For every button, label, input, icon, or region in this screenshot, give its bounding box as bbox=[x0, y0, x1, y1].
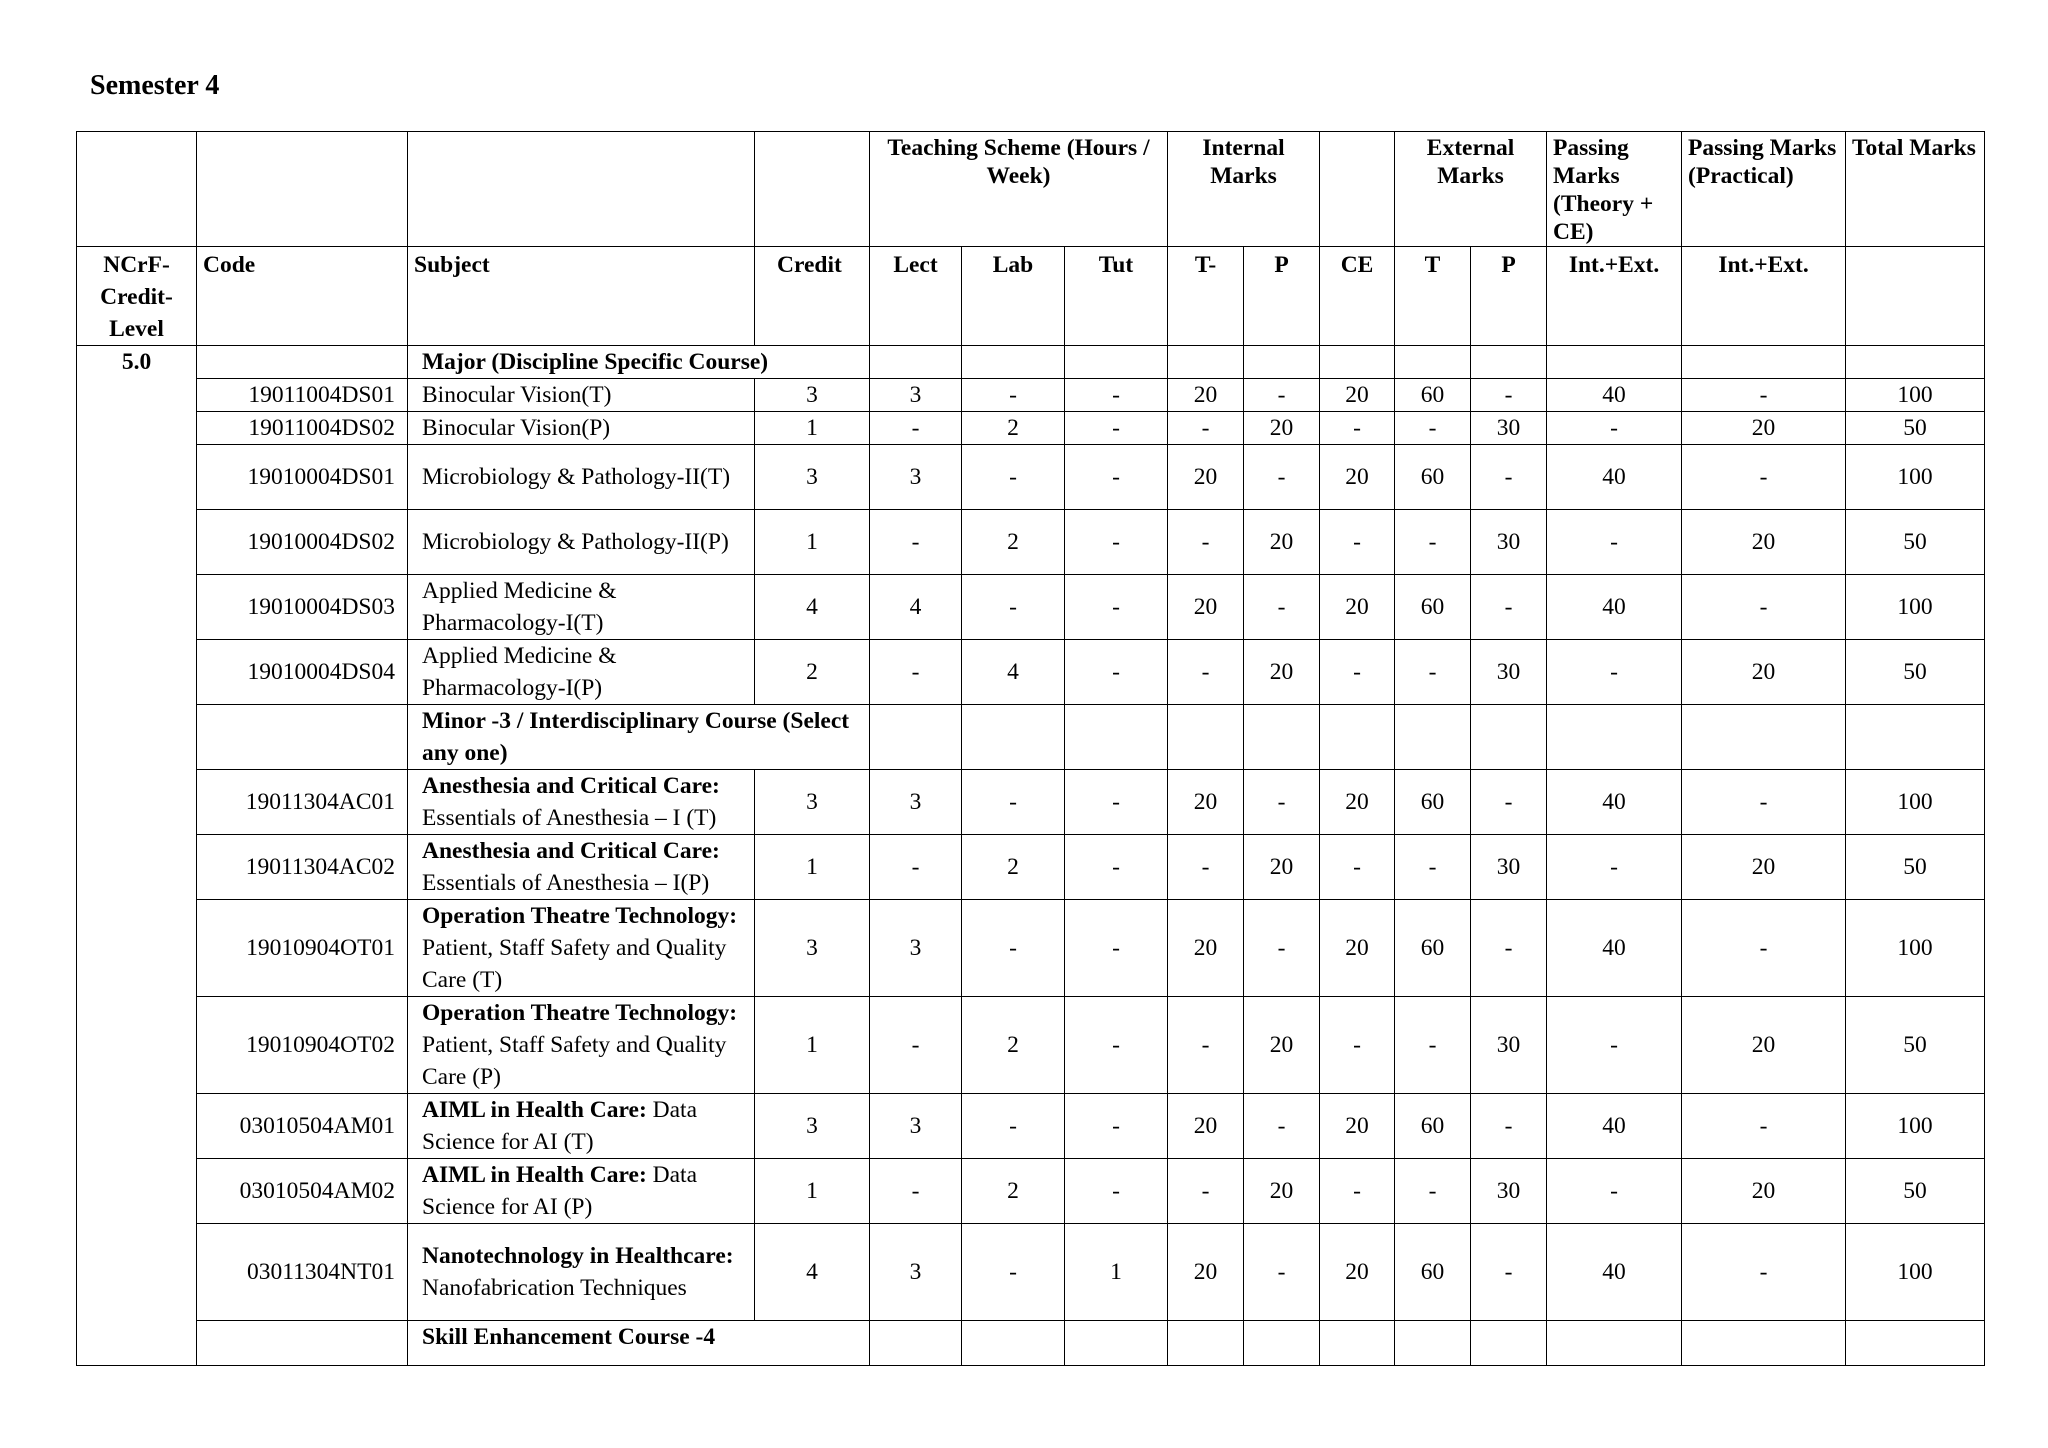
cell-credit: 3 bbox=[755, 1094, 870, 1159]
cell-int-p: - bbox=[1244, 575, 1320, 640]
header-passing-theory: Passing Marks (Theory + CE) bbox=[1547, 132, 1682, 247]
cell-lab: - bbox=[962, 575, 1065, 640]
cell-total: 50 bbox=[1846, 640, 1985, 705]
table-row bbox=[77, 510, 1985, 575]
table-row bbox=[77, 379, 1985, 412]
cell-credit: 1 bbox=[755, 835, 870, 900]
header-tut: Tut bbox=[1065, 247, 1168, 346]
cell-ext-p: 30 bbox=[1471, 640, 1547, 705]
cell-credit: 4 bbox=[755, 1224, 870, 1321]
table-row bbox=[77, 835, 1985, 900]
cell-int-t: - bbox=[1168, 510, 1244, 575]
table-row bbox=[77, 900, 1985, 997]
cell-pass-t: - bbox=[1547, 510, 1682, 575]
cell-lab: - bbox=[962, 770, 1065, 835]
cell-ext-t: 60 bbox=[1395, 1224, 1471, 1321]
cell-tut: - bbox=[1065, 640, 1168, 705]
section-skill: Skill Enhancement Course -4 bbox=[408, 1321, 870, 1366]
table-row bbox=[77, 997, 1985, 1094]
cell-credit: 3 bbox=[755, 900, 870, 997]
cell-int-p: - bbox=[1244, 1094, 1320, 1159]
cell-lect: - bbox=[870, 510, 962, 575]
course-subject bbox=[408, 575, 755, 640]
cell-credit: 1 bbox=[755, 997, 870, 1094]
cell-lect: - bbox=[870, 1159, 962, 1224]
course-subject-text: Applied Medicine & Pharmacology-I(P) bbox=[422, 643, 617, 701]
cell-lab: 2 bbox=[962, 510, 1065, 575]
course-code: 03011304NT01 bbox=[197, 1224, 408, 1321]
course-subject-heading: Operation Theatre Technology: bbox=[422, 903, 738, 929]
cell-int-t: 20 bbox=[1168, 1224, 1244, 1321]
cell-lect: 3 bbox=[870, 1094, 962, 1159]
cell-ext-t: - bbox=[1395, 835, 1471, 900]
course-subject-text: Nanofabrication Techniques bbox=[422, 1275, 687, 1301]
cell-ce: - bbox=[1320, 835, 1395, 900]
header-subject: Subject bbox=[408, 247, 755, 346]
cell-tut: - bbox=[1065, 835, 1168, 900]
header-passing-practical: Passing Marks (Practical) bbox=[1682, 132, 1846, 247]
header-teaching-scheme: Teaching Scheme (Hours / Week) bbox=[870, 132, 1168, 247]
course-subject-text: Microbiology & Pathology-II(P) bbox=[422, 529, 729, 555]
cell-total: 100 bbox=[1846, 1224, 1985, 1321]
cell-credit: 3 bbox=[755, 770, 870, 835]
cell-tut: - bbox=[1065, 900, 1168, 997]
cell-int-t: - bbox=[1168, 835, 1244, 900]
cell-ext-p: 30 bbox=[1471, 997, 1547, 1094]
section-major: Major (Discipline Specific Course) bbox=[408, 346, 870, 379]
cell-ext-t: - bbox=[1395, 997, 1471, 1094]
cell-tut: - bbox=[1065, 510, 1168, 575]
cell-tut: - bbox=[1065, 997, 1168, 1094]
cell-ext-p: - bbox=[1471, 1094, 1547, 1159]
cell-ce: - bbox=[1320, 412, 1395, 445]
cell-pass-p: - bbox=[1682, 445, 1846, 510]
cell-ce: - bbox=[1320, 640, 1395, 705]
cell-ext-t: 60 bbox=[1395, 900, 1471, 997]
cell-lect: 3 bbox=[870, 379, 962, 412]
header-ext-t: T bbox=[1395, 247, 1471, 346]
cell-credit: 2 bbox=[755, 640, 870, 705]
course-subject-text: Patient, Staff Safety and Quality Care (P) bbox=[422, 1032, 727, 1090]
course-subject-heading: Operation Theatre Technology: bbox=[422, 1000, 738, 1026]
cell-pass-p: - bbox=[1682, 900, 1846, 997]
cell-ext-t: - bbox=[1395, 1159, 1471, 1224]
cell-tut: - bbox=[1065, 412, 1168, 445]
cell-pass-p: - bbox=[1682, 379, 1846, 412]
course-subject-text: Binocular Vision(T) bbox=[422, 382, 612, 408]
course-code: 19011304AC02 bbox=[197, 835, 408, 900]
cell-credit: 3 bbox=[755, 379, 870, 412]
header-ext-p: P bbox=[1471, 247, 1547, 346]
header-code: Code bbox=[197, 247, 408, 346]
cell-pass-t: - bbox=[1547, 835, 1682, 900]
cell-lab: 2 bbox=[962, 997, 1065, 1094]
header-credit: Credit bbox=[755, 247, 870, 346]
header-pass-theory: Int.+Ext. bbox=[1547, 247, 1682, 346]
cell-credit: 3 bbox=[755, 445, 870, 510]
header-lab: Lab bbox=[962, 247, 1065, 346]
cell-ext-t: 60 bbox=[1395, 770, 1471, 835]
cell-int-t: - bbox=[1168, 997, 1244, 1094]
cell-ext-t: 60 bbox=[1395, 1094, 1471, 1159]
cell-ext-p: 30 bbox=[1471, 835, 1547, 900]
cell-ext-t: 60 bbox=[1395, 575, 1471, 640]
cell-pass-p: 20 bbox=[1682, 510, 1846, 575]
cell-pass-p: 20 bbox=[1682, 1159, 1846, 1224]
header-ce: CE bbox=[1320, 247, 1395, 346]
cell-lab: - bbox=[962, 900, 1065, 997]
cell-lect: 4 bbox=[870, 575, 962, 640]
cell-int-t: 20 bbox=[1168, 900, 1244, 997]
cell-ext-t: - bbox=[1395, 640, 1471, 705]
header-row-top bbox=[77, 132, 1985, 247]
cell-int-t: 20 bbox=[1168, 575, 1244, 640]
course-subject-text: Data Science for AI (T) bbox=[422, 1097, 698, 1155]
header-pass-practical: Int.+Ext. bbox=[1682, 247, 1846, 346]
table-row bbox=[77, 445, 1985, 510]
cell-ext-p: 30 bbox=[1471, 412, 1547, 445]
cell-credit: 1 bbox=[755, 412, 870, 445]
cell-ext-t: - bbox=[1395, 510, 1471, 575]
cell-pass-t: 40 bbox=[1547, 900, 1682, 997]
cell-pass-t: - bbox=[1547, 412, 1682, 445]
cell-credit: 1 bbox=[755, 510, 870, 575]
cell-tut: - bbox=[1065, 770, 1168, 835]
cell-int-t: - bbox=[1168, 640, 1244, 705]
course-subject-heading: Nanotechnology in Healthcare: bbox=[422, 1243, 734, 1269]
cell-lect: 3 bbox=[870, 770, 962, 835]
cell-ce: - bbox=[1320, 1159, 1395, 1224]
cell-pass-p: 20 bbox=[1682, 997, 1846, 1094]
cell-ext-p: - bbox=[1471, 900, 1547, 997]
course-subject bbox=[408, 412, 755, 445]
table-row bbox=[77, 1159, 1985, 1224]
cell-ce: 20 bbox=[1320, 575, 1395, 640]
header-int-t: T- bbox=[1168, 247, 1244, 346]
cell-pass-t: 40 bbox=[1547, 1224, 1682, 1321]
course-subject bbox=[408, 835, 755, 900]
section-row-minor bbox=[77, 705, 1985, 770]
cell-ext-t: 60 bbox=[1395, 379, 1471, 412]
course-code: 19010904OT01 bbox=[197, 900, 408, 997]
cell-lab: - bbox=[962, 1224, 1065, 1321]
cell-ext-p: - bbox=[1471, 379, 1547, 412]
course-subject-heading: Anesthesia and Critical Care: bbox=[422, 773, 720, 799]
course-subject bbox=[408, 510, 755, 575]
cell-lect: 3 bbox=[870, 1224, 962, 1321]
course-code: 19011004DS02 bbox=[197, 412, 408, 445]
cell-pass-p: 20 bbox=[1682, 640, 1846, 705]
cell-total: 50 bbox=[1846, 1159, 1985, 1224]
cell-pass-p: 20 bbox=[1682, 835, 1846, 900]
cell-lect: - bbox=[870, 835, 962, 900]
cell-lab: - bbox=[962, 379, 1065, 412]
header-row-columns bbox=[77, 247, 1985, 346]
header-int-p: P bbox=[1244, 247, 1320, 346]
cell-lab: - bbox=[962, 1094, 1065, 1159]
course-subject-heading: AIML in Health Care: bbox=[422, 1097, 647, 1123]
cell-total: 100 bbox=[1846, 445, 1985, 510]
course-subject bbox=[408, 1224, 755, 1321]
course-subject-text: Data Science for AI (P) bbox=[422, 1162, 698, 1220]
cell-lect: - bbox=[870, 640, 962, 705]
course-subject bbox=[408, 900, 755, 997]
cell-total: 100 bbox=[1846, 770, 1985, 835]
cell-ce: 20 bbox=[1320, 1224, 1395, 1321]
cell-total: 50 bbox=[1846, 412, 1985, 445]
cell-pass-p: - bbox=[1682, 1224, 1846, 1321]
semester-table bbox=[76, 131, 1985, 1366]
cell-ce: 20 bbox=[1320, 379, 1395, 412]
cell-total: 50 bbox=[1846, 510, 1985, 575]
cell-tut: - bbox=[1065, 445, 1168, 510]
cell-ce: 20 bbox=[1320, 900, 1395, 997]
cell-ce: 20 bbox=[1320, 1094, 1395, 1159]
course-code: 19011304AC01 bbox=[197, 770, 408, 835]
cell-total: 100 bbox=[1846, 575, 1985, 640]
cell-tut: - bbox=[1065, 1159, 1168, 1224]
table-row bbox=[77, 1094, 1985, 1159]
cell-lect: 3 bbox=[870, 900, 962, 997]
cell-int-p: 20 bbox=[1244, 640, 1320, 705]
cell-ext-p: - bbox=[1471, 770, 1547, 835]
cell-int-t: 20 bbox=[1168, 445, 1244, 510]
cell-tut: - bbox=[1065, 1094, 1168, 1159]
cell-ext-p: 30 bbox=[1471, 1159, 1547, 1224]
course-subject bbox=[408, 379, 755, 412]
cell-total: 50 bbox=[1846, 835, 1985, 900]
cell-tut: 1 bbox=[1065, 1224, 1168, 1321]
cell-ce: - bbox=[1320, 510, 1395, 575]
cell-lect: - bbox=[870, 997, 962, 1094]
level-cell: 5.0 bbox=[77, 346, 197, 1366]
cell-int-t: 20 bbox=[1168, 770, 1244, 835]
cell-pass-p: 20 bbox=[1682, 412, 1846, 445]
header-internal-marks: Internal Marks bbox=[1168, 132, 1320, 247]
course-subject-heading: Anesthesia and Critical Care: bbox=[422, 838, 720, 864]
table-row bbox=[77, 1224, 1985, 1321]
course-subject bbox=[408, 640, 755, 705]
cell-ce: - bbox=[1320, 997, 1395, 1094]
cell-pass-t: - bbox=[1547, 997, 1682, 1094]
cell-tut: - bbox=[1065, 575, 1168, 640]
header-total-marks: Total Marks bbox=[1846, 132, 1985, 247]
cell-int-p: 20 bbox=[1244, 412, 1320, 445]
section-row-major bbox=[77, 346, 1985, 379]
cell-int-t: 20 bbox=[1168, 379, 1244, 412]
cell-int-p: - bbox=[1244, 770, 1320, 835]
course-code: 19010004DS04 bbox=[197, 640, 408, 705]
cell-pass-t: - bbox=[1547, 1159, 1682, 1224]
course-subject bbox=[408, 445, 755, 510]
cell-ext-t: 60 bbox=[1395, 445, 1471, 510]
cell-int-t: 20 bbox=[1168, 1094, 1244, 1159]
course-code: 19010004DS03 bbox=[197, 575, 408, 640]
cell-ext-p: - bbox=[1471, 1224, 1547, 1321]
cell-pass-t: - bbox=[1547, 640, 1682, 705]
course-subject-heading: AIML in Health Care: bbox=[422, 1162, 647, 1188]
cell-pass-p: - bbox=[1682, 575, 1846, 640]
section-minor: Minor -3 / Interdisciplinary Course (Select any one) bbox=[408, 705, 870, 770]
course-subject-text: Applied Medicine & Pharmacology-I(T) bbox=[422, 578, 617, 636]
course-subject-text: Essentials of Anesthesia – I(P) bbox=[422, 870, 710, 896]
cell-lect: 3 bbox=[870, 445, 962, 510]
table-row bbox=[77, 412, 1985, 445]
table-row bbox=[77, 640, 1985, 705]
cell-ext-p: - bbox=[1471, 445, 1547, 510]
cell-pass-t: 40 bbox=[1547, 445, 1682, 510]
cell-total: 100 bbox=[1846, 1094, 1985, 1159]
cell-int-p: 20 bbox=[1244, 997, 1320, 1094]
cell-lab: 2 bbox=[962, 412, 1065, 445]
cell-ext-p: - bbox=[1471, 575, 1547, 640]
header-total bbox=[1846, 247, 1985, 346]
cell-ext-t: - bbox=[1395, 412, 1471, 445]
course-subject bbox=[408, 770, 755, 835]
cell-lab: - bbox=[962, 445, 1065, 510]
course-subject-text: Microbiology & Pathology-II(T) bbox=[422, 464, 731, 490]
cell-credit: 1 bbox=[755, 1159, 870, 1224]
cell-pass-t: 40 bbox=[1547, 770, 1682, 835]
cell-int-p: - bbox=[1244, 379, 1320, 412]
course-code: 19010904OT02 bbox=[197, 997, 408, 1094]
page-title: Semester 4 bbox=[90, 70, 220, 101]
cell-total: 100 bbox=[1846, 379, 1985, 412]
course-code: 19010004DS02 bbox=[197, 510, 408, 575]
course-subject bbox=[408, 1159, 755, 1224]
cell-lab: 2 bbox=[962, 1159, 1065, 1224]
cell-int-p: - bbox=[1244, 900, 1320, 997]
cell-credit: 4 bbox=[755, 575, 870, 640]
cell-ce: 20 bbox=[1320, 445, 1395, 510]
section-row-skill bbox=[77, 1321, 1985, 1366]
course-subject bbox=[408, 1094, 755, 1159]
course-subject-text: Essentials of Anesthesia – I (T) bbox=[422, 805, 717, 831]
cell-pass-t: 40 bbox=[1547, 379, 1682, 412]
course-subject-text: Patient, Staff Safety and Quality Care (T) bbox=[422, 935, 727, 993]
header-lect: Lect bbox=[870, 247, 962, 346]
cell-int-p: - bbox=[1244, 1224, 1320, 1321]
cell-lab: 4 bbox=[962, 640, 1065, 705]
course-subject bbox=[408, 997, 755, 1094]
cell-int-p: - bbox=[1244, 445, 1320, 510]
course-subject-text: Binocular Vision(P) bbox=[422, 415, 611, 441]
cell-int-t: - bbox=[1168, 412, 1244, 445]
cell-pass-p: - bbox=[1682, 770, 1846, 835]
cell-pass-t: 40 bbox=[1547, 575, 1682, 640]
cell-int-p: 20 bbox=[1244, 510, 1320, 575]
cell-lab: 2 bbox=[962, 835, 1065, 900]
cell-pass-t: 40 bbox=[1547, 1094, 1682, 1159]
course-code: 19011004DS01 bbox=[197, 379, 408, 412]
header-external-marks: External Marks bbox=[1395, 132, 1547, 247]
cell-tut: - bbox=[1065, 379, 1168, 412]
table-row bbox=[77, 575, 1985, 640]
header-level: NCrF-Credit-Level bbox=[77, 247, 197, 346]
course-code: 19010004DS01 bbox=[197, 445, 408, 510]
table-row bbox=[77, 770, 1985, 835]
cell-ext-p: 30 bbox=[1471, 510, 1547, 575]
cell-ce: 20 bbox=[1320, 770, 1395, 835]
cell-total: 50 bbox=[1846, 997, 1985, 1094]
cell-int-t: - bbox=[1168, 1159, 1244, 1224]
course-code: 03010504AM02 bbox=[197, 1159, 408, 1224]
cell-int-p: 20 bbox=[1244, 1159, 1320, 1224]
cell-total: 100 bbox=[1846, 900, 1985, 997]
cell-pass-p: - bbox=[1682, 1094, 1846, 1159]
course-code: 03010504AM01 bbox=[197, 1094, 408, 1159]
cell-int-p: 20 bbox=[1244, 835, 1320, 900]
cell-lect: - bbox=[870, 412, 962, 445]
